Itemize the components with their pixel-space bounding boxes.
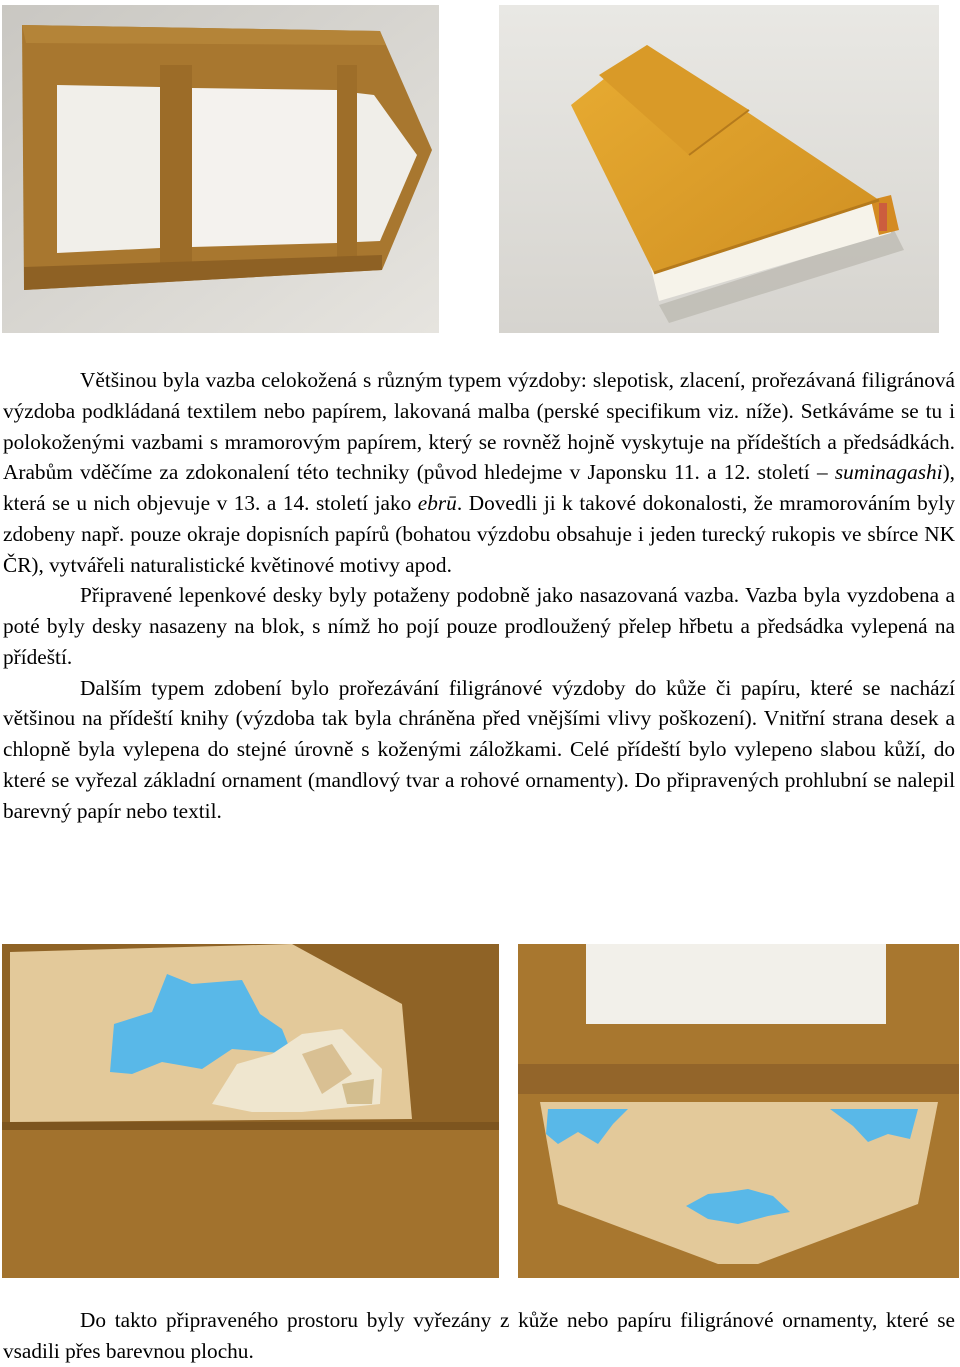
- paragraph-4: Do takto připraveného prostoru byly vyřezány z kůže nebo papíru filigránové ornamenty, které se vsadili přes barevnou plochu.: [3, 1308, 955, 1363]
- photo-flap-inlay: [2, 944, 499, 1278]
- body-text-bottom: [3, 1305, 955, 1367]
- paragraph-1-text-a: Většinou byla vazba celokožená s různým typem výzdoby: slepotisk, zlacení, prořezávaná filigránová výzdoba podkládaná textilem nebo papírem, lakovaná malba (perské specifikum viz. níže). Setkáváme se tu i polokoženými vazbami s mramorovým papírem, který se rovněž hojně vyskytuje na přídeštích a předsádkách. Arabům vděčíme za zdokonalení této techniky (původ hledejme v Japonsku 11. a 12. století –: [3, 368, 955, 485]
- paragraph-1-text-c: . Dovedli ji k takové dokonalosti, že mramorováním byly zdobeny např. pouze okraje dopisních papírů (bohatou výzdobu obsahuje i jeden turecký rukopis ve sbírce NK ČR), vytvářeli naturalistické květinové motivy apod.: [3, 491, 955, 577]
- paragraph-1: [3, 365, 955, 580]
- paragraph-2: Připravené lepenkové desky byly potaženy podobně jako nasazovaná vazba. Vazba byla vyzdobena a poté byly desky nasazeny na blok, s nímž ho pojí pouze prodloužený přelep hřbetu a předsádka vylepená na přídeští.: [3, 583, 955, 669]
- body-text: [3, 365, 955, 826]
- photo-pastedown-ornaments: [518, 944, 959, 1278]
- term-ebru: ebrū: [417, 491, 457, 515]
- photo-binding-frame: [2, 5, 439, 333]
- paragraph-1-text-b: ), která se u nich objevuje v 13. a 14. století jako: [3, 460, 955, 515]
- term-suminagashi: suminagashi: [834, 460, 943, 485]
- paragraph-3: Dalším typem zdobení bylo prořezávání filigránové výzdoby do kůže či papíru, které se nachází většinou na přídeští knihy (výzdoba tak byla chráněna před vnějšími vlivy poškození). Vnitřní strana desek a chlopně byla vylepena do stejné úrovně s koženými záložkami. Celé přídeští bylo vylepeno slabou kůží, do které se vyřezal základní ornament (mandlový tvar a rohové ornamenty). Do připravených prohlubní se nalepil barevný papír nebo textil.: [3, 675, 955, 823]
- photo-closed-book: [499, 5, 939, 333]
